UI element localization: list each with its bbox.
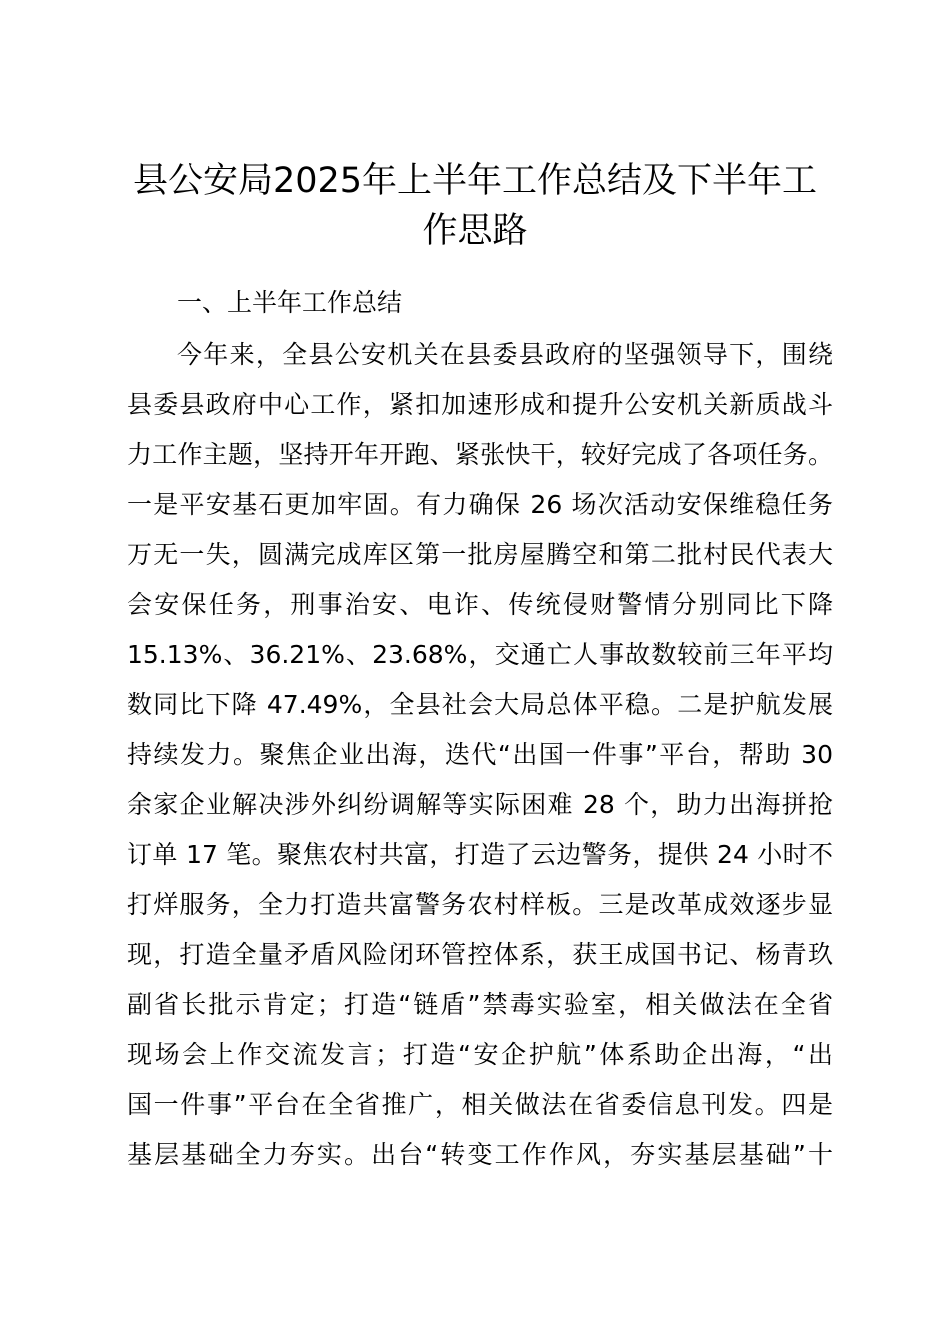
paragraph-line: 现场会上作交流发言；打造“安企护航”体系助企出海，“出 bbox=[127, 1040, 833, 1069]
paragraph-line: 现，打造全量矛盾风险闭环管控体系，获王成国书记、杨青玖 bbox=[127, 940, 833, 969]
paragraph-line: 力工作主题，坚持开年开跑、紧张快干，较好完成了各项任务。 bbox=[127, 440, 833, 469]
paragraph-line: 会安保任务，刑事治安、电诈、传统侵财警情分别同比下降 bbox=[127, 590, 833, 619]
paragraph-line: 副省长批示肯定；打造“链盾”禁毒实验室，相关做法在全省 bbox=[127, 990, 833, 1019]
paragraph-line: 基层基础全力夯实。出台“转变工作作风，夯实基层基础”十 bbox=[127, 1140, 833, 1169]
paragraph-line: 持续发力。聚焦企业出海，迭代“出国一件事”平台，帮助 30 bbox=[127, 740, 833, 769]
paragraph-line: 今年来，全县公安机关在县委县政府的坚强领导下，围绕 bbox=[177, 340, 833, 369]
paragraph-line: 数同比下降 47.49%，全县社会大局总体平稳。二是护航发展 bbox=[127, 690, 833, 719]
paragraph-line: 订单 17 笔。聚焦农村共富，打造了云边警务，提供 24 小时不 bbox=[127, 840, 833, 869]
paragraph-line: 15.13%、36.21%、23.68%，交通亡人事故数较前三年平均 bbox=[127, 640, 833, 669]
paragraph-line: 县委县政府中心工作，紧扣加速形成和提升公安机关新质战斗 bbox=[127, 390, 833, 419]
section-heading: 一、上半年工作总结 bbox=[177, 288, 403, 317]
paragraph-line: 一是平安基石更加牢固。有力确保 26 场次活动安保维稳任务 bbox=[127, 490, 833, 519]
document-title-line-1: 县公安局2025年上半年工作总结及下半年工 bbox=[132, 161, 818, 201]
paragraph-line: 打烊服务，全力打造共富警务农村样板。三是改革成效逐步显 bbox=[127, 890, 833, 919]
paragraph-line: 余家企业解决涉外纠纷调解等实际困难 28 个，助力出海拼抢 bbox=[127, 790, 833, 819]
paragraph-line: 万无一失，圆满完成库区第一批房屋腾空和第二批村民代表大 bbox=[127, 540, 833, 569]
paragraph-line: 国一件事”平台在全省推广，相关做法在省委信息刊发。四是 bbox=[127, 1090, 833, 1119]
document-title-line-2: 作思路 bbox=[422, 211, 528, 251]
